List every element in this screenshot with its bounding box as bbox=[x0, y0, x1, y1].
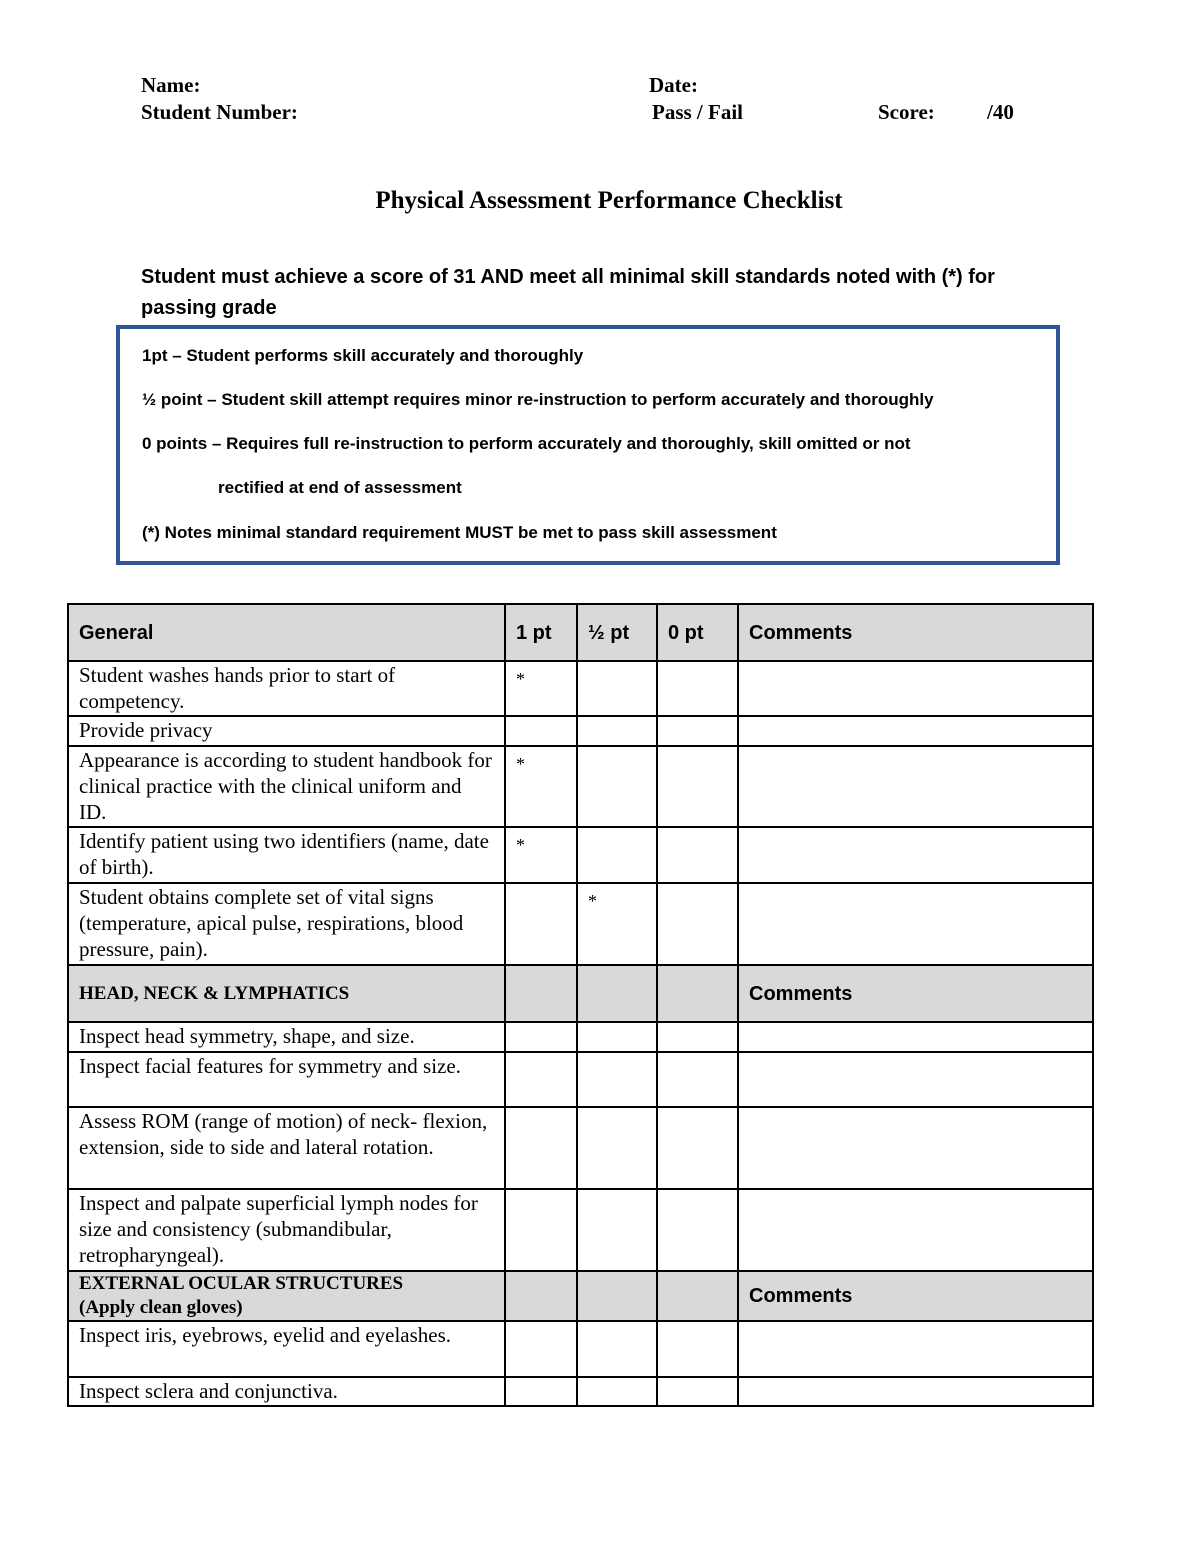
score-label: Score: bbox=[878, 100, 935, 124]
score-0pt-cell[interactable] bbox=[657, 661, 738, 716]
name-label: Name: bbox=[141, 73, 201, 97]
score-half-pt-cell[interactable] bbox=[577, 1052, 657, 1107]
section-blank-cell bbox=[657, 965, 738, 1022]
score-0pt-cell[interactable] bbox=[657, 1189, 738, 1271]
skill-text: Identify patient using two identifiers (name, date of birth). bbox=[68, 827, 505, 883]
skill-text: Inspect iris, eyebrows, eyelid and eyelashes. bbox=[68, 1321, 505, 1377]
score-1pt-cell[interactable] bbox=[505, 1107, 577, 1189]
section-title-head-neck: HEAD, NECK & LYMPHATICS bbox=[68, 965, 505, 1022]
score-1pt-cell[interactable] bbox=[505, 716, 577, 746]
table-row bbox=[68, 661, 1093, 716]
score-0pt-cell[interactable] bbox=[657, 1052, 738, 1107]
table-row bbox=[68, 827, 1093, 883]
col-header-general: General bbox=[68, 604, 505, 661]
section-blank-cell bbox=[577, 1271, 657, 1321]
score-0pt-cell[interactable] bbox=[657, 746, 738, 827]
skill-text: Inspect head symmetry, shape, and size. bbox=[68, 1022, 505, 1052]
legend-line-0pt: 0 points – Requires full re-instruction to perform accurately and thoroughly, skill omitted or not bbox=[142, 434, 911, 453]
section-blank-cell bbox=[657, 1271, 738, 1321]
table-row bbox=[68, 1189, 1093, 1271]
score-0pt-cell[interactable] bbox=[657, 827, 738, 883]
table-row bbox=[68, 1022, 1093, 1052]
table-header-row bbox=[68, 604, 1093, 661]
section-blank-cell bbox=[505, 965, 577, 1022]
section-title-ocular-main: EXTERNAL OCULAR STRUCTURES bbox=[79, 1273, 404, 1294]
score-1pt-cell[interactable]: * bbox=[505, 746, 577, 827]
section-comments-label: Comments bbox=[738, 965, 1093, 1022]
score-0pt-cell[interactable] bbox=[657, 883, 738, 965]
section-title-ocular-sub: (Apply clean gloves) bbox=[79, 1297, 243, 1318]
score-half-pt-cell[interactable] bbox=[577, 1321, 657, 1377]
comments-cell[interactable] bbox=[738, 1321, 1093, 1377]
page-title: Physical Assessment Performance Checklist bbox=[375, 187, 843, 214]
table-row bbox=[68, 746, 1093, 827]
col-header-0pt: 0 pt bbox=[657, 604, 738, 661]
comments-cell[interactable] bbox=[738, 1107, 1093, 1189]
section-title-ocular bbox=[68, 1271, 505, 1321]
score-0pt-cell[interactable] bbox=[657, 1377, 738, 1406]
skill-text: Student obtains complete set of vital signs (temperature, apical pulse, respirations, blood pressure, pain). bbox=[68, 883, 505, 965]
student-number-label: Student Number: bbox=[141, 100, 298, 124]
requirement-text: Student must achieve a score of 31 AND meet all minimal skill standards noted with (*) for passing grade bbox=[141, 266, 995, 319]
section-header-row bbox=[68, 1271, 1093, 1321]
table-row bbox=[68, 1377, 1093, 1406]
skill-text: Provide privacy bbox=[68, 716, 505, 746]
section-blank-cell bbox=[505, 1271, 577, 1321]
score-0pt-cell[interactable] bbox=[657, 1321, 738, 1377]
comments-cell[interactable] bbox=[738, 1052, 1093, 1107]
skill-text: Inspect sclera and conjunctiva. bbox=[68, 1377, 505, 1406]
comments-cell[interactable] bbox=[738, 661, 1093, 716]
table-row bbox=[68, 1107, 1093, 1189]
table-row bbox=[68, 883, 1093, 965]
score-1pt-cell[interactable] bbox=[505, 1022, 577, 1052]
legend-line-0pt-cont: rectified at end of assessment bbox=[218, 478, 462, 497]
comments-cell[interactable] bbox=[738, 746, 1093, 827]
comments-cell[interactable] bbox=[738, 1022, 1093, 1052]
score-half-pt-cell[interactable] bbox=[577, 661, 657, 716]
score-1pt-cell[interactable] bbox=[505, 1189, 577, 1271]
skill-text: Assess ROM (range of motion) of neck- flexion, extension, side to side and lateral rotation. bbox=[68, 1107, 505, 1189]
comments-cell[interactable] bbox=[738, 1377, 1093, 1406]
score-1pt-cell[interactable] bbox=[505, 1321, 577, 1377]
col-header-1pt: 1 pt bbox=[505, 604, 577, 661]
score-half-pt-cell[interactable] bbox=[577, 746, 657, 827]
score-0pt-cell[interactable] bbox=[657, 1022, 738, 1052]
section-header-row bbox=[68, 965, 1093, 1022]
col-header-half-pt: ½ pt bbox=[577, 604, 657, 661]
score-1pt-cell[interactable] bbox=[505, 883, 577, 965]
comments-cell[interactable] bbox=[738, 1189, 1093, 1271]
score-half-pt-cell[interactable] bbox=[577, 1107, 657, 1189]
score-1pt-cell[interactable] bbox=[505, 1377, 577, 1406]
comments-cell[interactable] bbox=[738, 827, 1093, 883]
date-label: Date: bbox=[649, 73, 698, 97]
score-1pt-cell[interactable]: * bbox=[505, 827, 577, 883]
skill-text: Student washes hands prior to start of competency. bbox=[68, 661, 505, 716]
legend-line-asterisk: (*) Notes minimal standard requirement MUST be met to pass skill assessment bbox=[142, 523, 777, 542]
score-half-pt-cell[interactable] bbox=[577, 827, 657, 883]
section-comments-label: Comments bbox=[738, 1271, 1093, 1321]
score-half-pt-cell[interactable] bbox=[577, 1022, 657, 1052]
checklist-table bbox=[67, 603, 1094, 1407]
section-blank-cell bbox=[577, 965, 657, 1022]
score-0pt-cell[interactable] bbox=[657, 1107, 738, 1189]
skill-text: Appearance is according to student handbook for clinical practice with the clinical uniform and ID. bbox=[68, 746, 505, 827]
comments-cell[interactable] bbox=[738, 716, 1093, 746]
scoring-legend bbox=[116, 325, 1060, 565]
score-1pt-cell[interactable]: * bbox=[505, 661, 577, 716]
score-half-pt-cell[interactable] bbox=[577, 716, 657, 746]
col-header-comments: Comments bbox=[738, 604, 1093, 661]
table-row bbox=[68, 716, 1093, 746]
skill-text: Inspect facial features for symmetry and size. bbox=[68, 1052, 505, 1107]
skill-text: Inspect and palpate superficial lymph nodes for size and consistency (submandibular, retropharyngeal). bbox=[68, 1189, 505, 1271]
score-half-pt-cell[interactable] bbox=[577, 1377, 657, 1406]
score-0pt-cell[interactable] bbox=[657, 716, 738, 746]
table-row bbox=[68, 1052, 1093, 1107]
score-half-pt-cell[interactable] bbox=[577, 1189, 657, 1271]
table-row bbox=[68, 1321, 1093, 1377]
legend-line-1pt: 1pt – Student performs skill accurately and thoroughly bbox=[142, 346, 584, 365]
legend-line-half-pt: ½ point – Student skill attempt requires minor re-instruction to perform accurately and thoroughly bbox=[142, 390, 934, 409]
score-total: /40 bbox=[987, 100, 1014, 124]
pass-fail-label: Pass / Fail bbox=[652, 100, 744, 124]
comments-cell[interactable] bbox=[738, 883, 1093, 965]
score-half-pt-cell[interactable]: * bbox=[577, 883, 657, 965]
score-1pt-cell[interactable] bbox=[505, 1052, 577, 1107]
